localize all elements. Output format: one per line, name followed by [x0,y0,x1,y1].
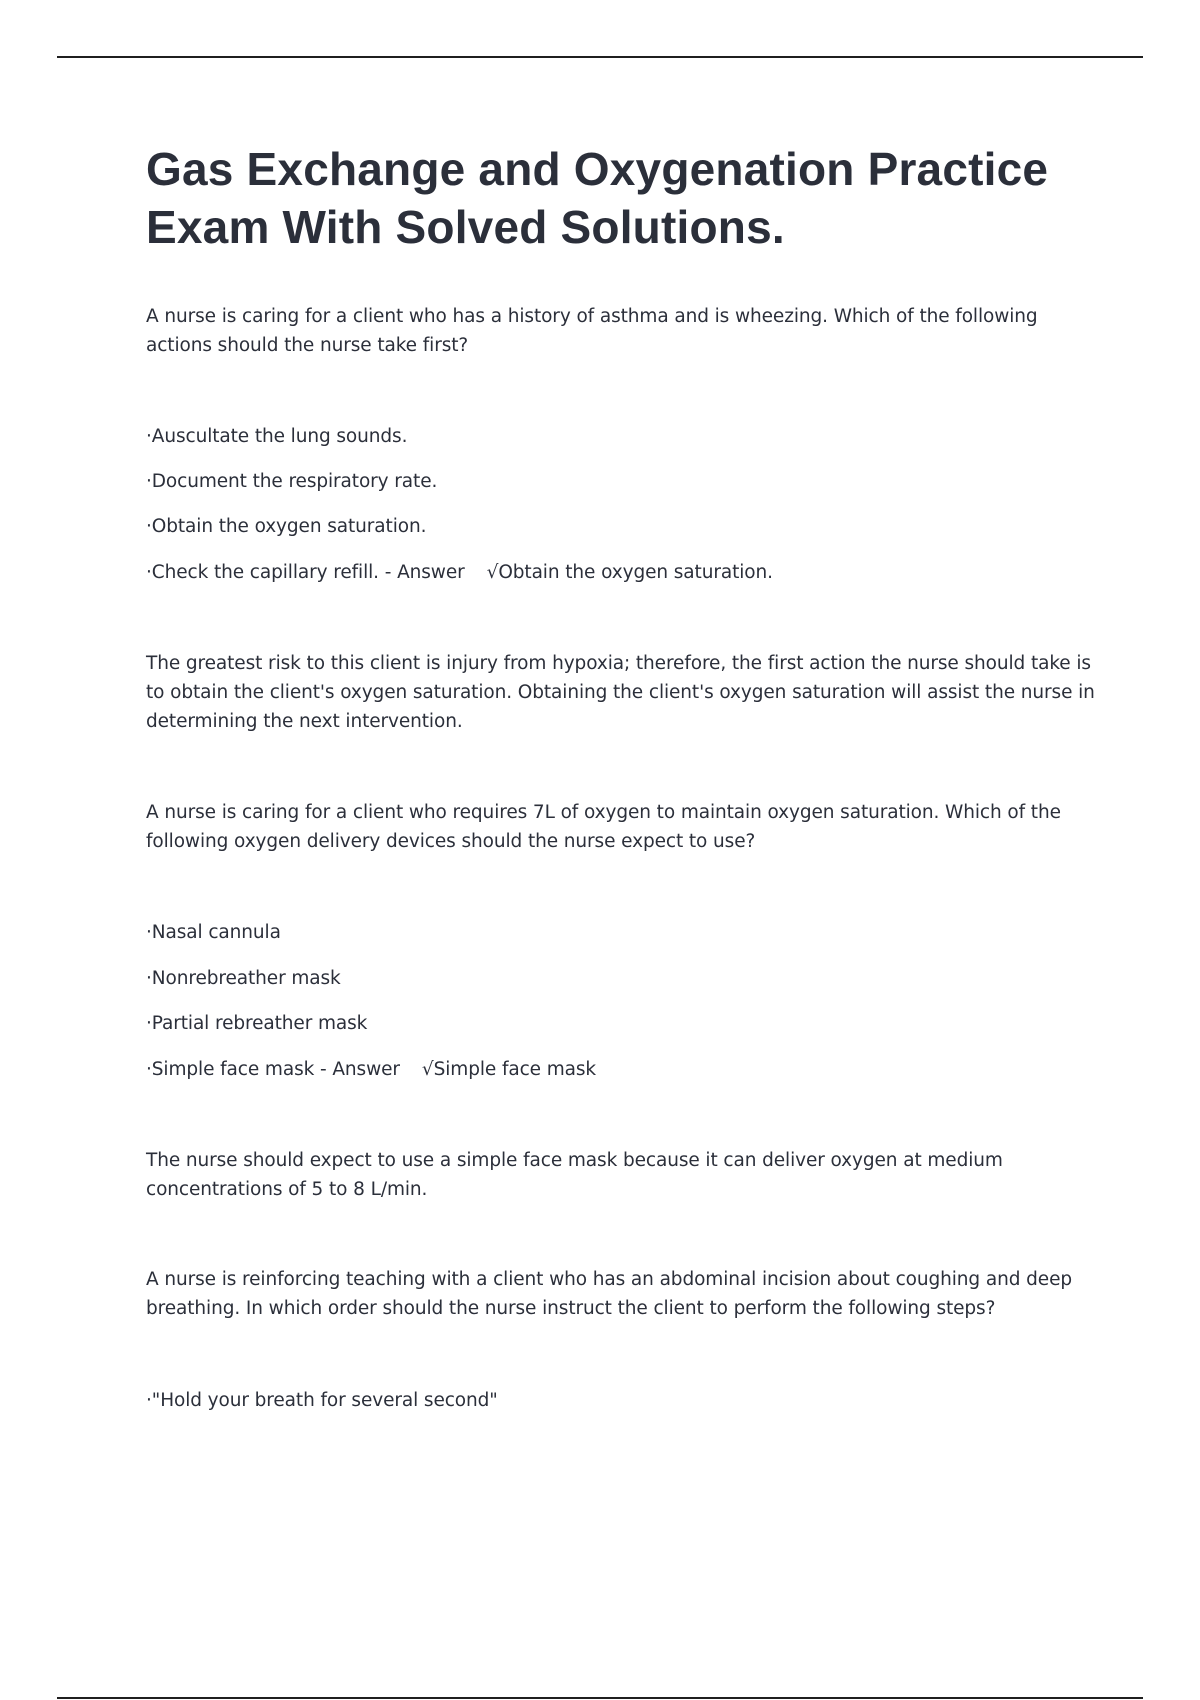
question-3-option-1: ·"Hold your breath for several second" [146,1390,498,1411]
question-1-option-4: ·Check the capillary refill. - Answer [146,562,465,583]
question-1-rationale: The greatest risk to this client is injury from hypoxia; therefore, the first action the nurse should take is to obtain the client's oxygen saturation. Obtaining the client's oxygen saturation will assist the nurse in determining the next intervention. [146,653,1095,732]
question-2-answer: √Simple face mask [421,1059,597,1080]
bottom-rule [57,1697,1143,1699]
question-2-option-2: ·Nonrebreather mask [146,968,341,989]
question-1-prompt: A nurse is caring for a client who has a history of asthma and is wheezing. Which of the following actions should the nurse take first? [146,306,1038,356]
question-3-prompt: A nurse is reinforcing teaching with a client who has an abdominal incision about coughing and deep breathing. In which order should the nurse instruct the client to perform the following steps? [146,1269,1072,1319]
question-1-option-3: ·Obtain the oxygen saturation. [146,516,427,537]
top-rule [57,56,1143,58]
document-title: Gas Exchange and Oxygenation Practice Exam With Solved Solutions. [146,143,1049,253]
document-body [146,140,1096,1411]
question-1-option-4-line [146,558,773,587]
question-1-answer: √Obtain the oxygen saturation. [486,562,773,583]
question-2-rationale: The nurse should expect to use a simple face mask because it can deliver oxygen at medium concentrations of 5 to 8 L/min. [146,1150,1003,1200]
question-2-option-3: ·Partial rebreather mask [146,1013,368,1034]
question-2-option-4-line [146,1055,596,1084]
question-2-prompt: A nurse is caring for a client who requires 7L of oxygen to maintain oxygen saturation. Which of the following oxygen delivery devices should the nurse expect to use? [146,802,1061,852]
question-2-option-1: ·Nasal cannula [146,922,281,943]
question-1-option-2: ·Document the respiratory rate. [146,471,438,492]
question-1-option-1: ·Auscultate the lung sounds. [146,426,408,447]
question-2-option-4: ·Simple face mask - Answer [146,1059,400,1080]
